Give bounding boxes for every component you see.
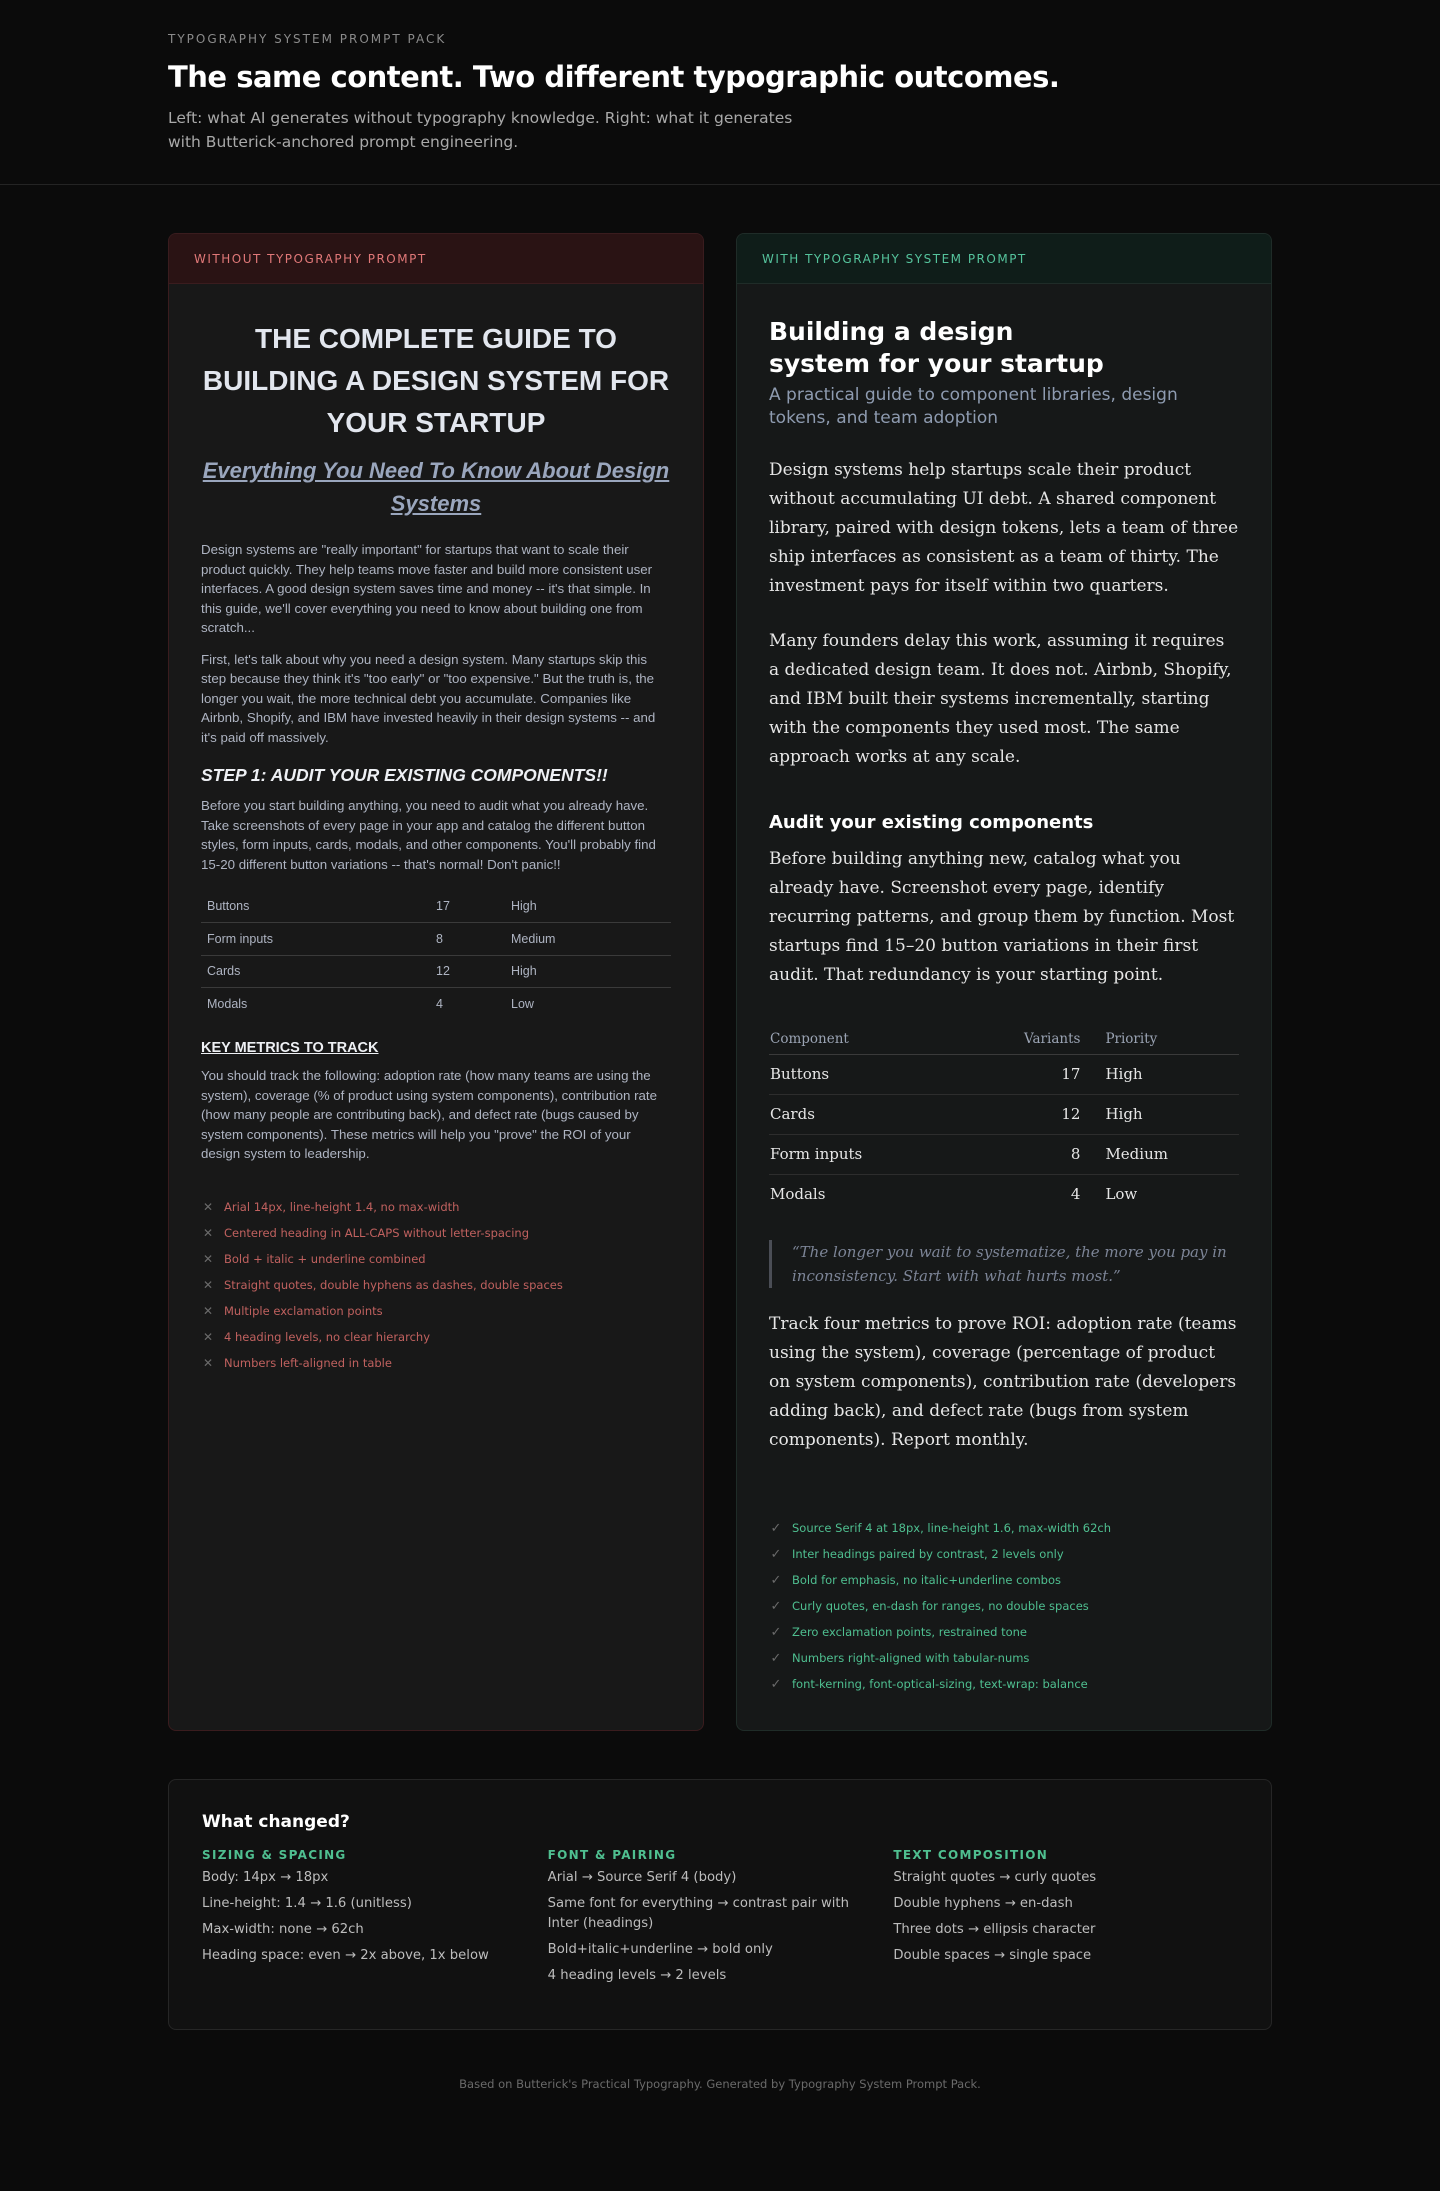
what-changed-title: What changed? bbox=[202, 1812, 350, 1832]
issue-text: 4 heading levels, no clear hierarchy bbox=[224, 1329, 431, 1344]
table-cell: Form inputs bbox=[201, 923, 430, 956]
table-cell: Modals bbox=[770, 1185, 826, 1204]
table-cell: 4 bbox=[1070, 1185, 1081, 1204]
table-cell: 8 bbox=[1023, 1134, 1104, 1174]
issue-text: Centered heading in ALL-CAPS without letter-spacing bbox=[224, 1225, 530, 1240]
changes-column-title: SIZING & SPACING bbox=[202, 1848, 347, 1862]
good-title-line-2: system for your startup bbox=[769, 349, 1104, 378]
good-paragraph-3: Before building anything new, catalog what you already have. Screenshot every page, identify recurring patterns, and group them by function. Most startups find 15–20 button variations in their first audit. That redundancy is your starting point. bbox=[769, 849, 1235, 985]
check-mark-icon: ✓ bbox=[770, 1546, 782, 1562]
table-cell: High bbox=[1104, 1094, 1239, 1134]
table-cell: 8 bbox=[430, 923, 505, 956]
x-mark-icon: ✕ bbox=[202, 1277, 214, 1292]
bad-article-title: THE COMPLETE GUIDE TO BUILDING A DESIGN SYSTEM FOR YOUR STARTUP bbox=[202, 323, 670, 438]
list-item bbox=[201, 1194, 671, 1220]
list-item bbox=[769, 1541, 1239, 1567]
table-header: Component bbox=[769, 1024, 1023, 1054]
table-header-row bbox=[769, 1024, 1239, 1054]
bad-paragraph-1: Design systems are "really important" for startups that want to scale their product quickly. They help teams move faster and build more consistent user interfaces. A good design system saves time and money -- it's that simple. In this guide, we'll cover everything you need to know about building one from scratch... bbox=[201, 542, 653, 635]
changes-column-title: FONT & PAIRING bbox=[547, 1848, 677, 1862]
changes-list bbox=[202, 1868, 548, 1966]
check-mark-icon: ✓ bbox=[770, 1572, 782, 1588]
issue-text: Multiple exclamation points bbox=[224, 1303, 383, 1318]
list-item bbox=[201, 1298, 671, 1324]
check-mark-icon: ✓ bbox=[770, 1598, 782, 1614]
x-mark-icon: ✕ bbox=[202, 1199, 214, 1214]
eyebrow-label: TYPOGRAPHY SYSTEM PROMPT PACK bbox=[168, 32, 447, 46]
table-cell: 12 bbox=[430, 955, 505, 988]
list-item: Heading space: even → 2x above, 1x below bbox=[202, 1948, 489, 1963]
page-header bbox=[0, 0, 1440, 185]
table-cell: Medium bbox=[1104, 1134, 1239, 1174]
list-item: Bold+italic+underline → bold only bbox=[547, 1942, 773, 1957]
list-item bbox=[201, 1324, 671, 1350]
list-item bbox=[201, 1246, 671, 1272]
fix-text: Source Serif 4 at 18px, line-height 1.6, max-width 62ch bbox=[792, 1521, 1112, 1535]
table-row bbox=[769, 1094, 1239, 1134]
check-mark-icon: ✓ bbox=[770, 1650, 782, 1666]
changes-column-title: TEXT COMPOSITION bbox=[893, 1848, 1049, 1862]
issue-text: Straight quotes, double hyphens as dashes, double spaces bbox=[224, 1277, 563, 1292]
table-row bbox=[201, 988, 671, 1021]
table-cell: 17 bbox=[1023, 1054, 1104, 1094]
x-mark-icon: ✕ bbox=[202, 1225, 214, 1240]
fix-list bbox=[769, 1515, 1239, 1697]
list-item bbox=[769, 1619, 1239, 1645]
page-lede: Left: what AI generates without typography knowledge. Right: what it generates with Butterick-anchored prompt engineering. bbox=[168, 109, 793, 151]
list-item bbox=[201, 1272, 671, 1298]
list-item: Body: 14px → 18px bbox=[202, 1870, 329, 1885]
fix-text: Numbers right-aligned with tabular-nums bbox=[792, 1651, 1030, 1665]
table-cell: Buttons bbox=[769, 1054, 1023, 1094]
bad-article-subtitle: Everything You Need To Know About Design Systems bbox=[202, 458, 670, 516]
list-item bbox=[769, 1645, 1239, 1671]
panel-label-without: WITHOUT TYPOGRAPHY PROMPT bbox=[169, 234, 703, 284]
table-cell: High bbox=[1104, 1054, 1239, 1094]
fix-text: Inter headings paired by contrast, 2 levels only bbox=[792, 1547, 1064, 1561]
x-mark-icon: ✕ bbox=[202, 1329, 214, 1344]
table-cell: Modals bbox=[207, 997, 248, 1011]
table-cell: Low bbox=[1105, 1185, 1138, 1204]
list-item: Max-width: none → 62ch bbox=[202, 1922, 364, 1937]
good-title-line-1: Building a design bbox=[769, 317, 1014, 346]
good-component-table bbox=[769, 1024, 1239, 1214]
table-cell: 4 bbox=[436, 997, 443, 1011]
table-row bbox=[769, 1134, 1239, 1174]
check-mark-icon: ✓ bbox=[770, 1624, 782, 1640]
table-cell: Cards bbox=[201, 955, 430, 988]
changes-columns bbox=[202, 1848, 1239, 1992]
pull-quote: “The longer you wait to systematize, the more you pay in inconsistency. Start with what hurts most.” bbox=[769, 1240, 1239, 1288]
x-mark-icon: ✕ bbox=[202, 1303, 214, 1318]
panel-with-prompt bbox=[736, 233, 1272, 1731]
bad-paragraph-2: First, let's talk about why you need a design system. Many startups skip this step because they think it's "too early" or "too expensive." But the truth is, the longer you wait, the more technical debt you accumulate. Companies like Airbnb, Shopify, and IBM have invested heavily in their design systems -- and it's paid off massively. bbox=[201, 651, 656, 745]
list-item bbox=[201, 1350, 671, 1376]
bad-step-heading: STEP 1: AUDIT YOUR EXISTING COMPONENTS!! bbox=[201, 765, 608, 785]
table-cell: Low bbox=[511, 997, 534, 1011]
bad-article bbox=[169, 284, 703, 1376]
check-mark-icon: ✓ bbox=[770, 1676, 782, 1692]
good-paragraph-4: Track four metrics to prove ROI: adoption rate (teams using the system), coverage (percentage of product on system components), contribution rate (developers adding back), and defect rate (bugs from system components). Report monthly. bbox=[769, 1314, 1237, 1450]
page-title: The same content. Two different typographic outcomes. bbox=[168, 60, 1060, 94]
good-article-subtitle: A practical guide to component libraries, design tokens, and team adoption bbox=[769, 385, 1178, 428]
page-footer: Based on Butterick's Practical Typography. Generated by Typography System Prompt Pack. bbox=[459, 2077, 981, 2091]
issue-text: Arial 14px, line-height 1.4, no max-width bbox=[224, 1199, 460, 1214]
list-item: Straight quotes → curly quotes bbox=[893, 1870, 1097, 1885]
comparison-columns bbox=[168, 233, 1272, 1731]
panel-label-with: WITH TYPOGRAPHY SYSTEM PROMPT bbox=[737, 234, 1271, 284]
table-header: Variants bbox=[1023, 1024, 1104, 1054]
changes-column-composition bbox=[893, 1848, 1239, 1992]
list-item: Arial → Source Serif 4 (body) bbox=[547, 1870, 737, 1885]
table-cell: 12 bbox=[1023, 1094, 1104, 1134]
table-cell: Form inputs bbox=[769, 1134, 1023, 1174]
list-item bbox=[769, 1671, 1239, 1697]
good-section-heading: Audit your existing components bbox=[769, 812, 1094, 833]
list-item: Line-height: 1.4 → 1.6 (unitless) bbox=[202, 1896, 412, 1911]
table-row bbox=[201, 923, 671, 956]
list-item: Three dots → ellipsis character bbox=[893, 1922, 1096, 1937]
changes-list bbox=[548, 1868, 894, 1986]
panel-without-prompt bbox=[168, 233, 704, 1731]
list-item bbox=[769, 1515, 1239, 1541]
table-cell: 17 bbox=[430, 890, 505, 923]
changes-column-font bbox=[548, 1848, 894, 1992]
good-article-title bbox=[769, 316, 1239, 380]
what-changed-card bbox=[168, 1779, 1272, 2030]
bad-metrics-heading: KEY METRICS TO TRACK bbox=[201, 1040, 379, 1056]
good-paragraph-1: Design systems help startups scale their product without accumulating UI debt. A shared component library, paired with design tokens, lets a team of three ship interfaces as consistent as a team of thirty. The investment pays for itself within two quarters. bbox=[769, 460, 1239, 596]
list-item bbox=[201, 1220, 671, 1246]
list-item bbox=[769, 1567, 1239, 1593]
fix-text: Curly quotes, en-dash for ranges, no double spaces bbox=[792, 1599, 1089, 1613]
check-mark-icon: ✓ bbox=[770, 1520, 782, 1536]
table-cell: Cards bbox=[769, 1094, 1023, 1134]
x-mark-icon: ✕ bbox=[202, 1355, 214, 1370]
table-cell: High bbox=[505, 890, 671, 923]
table-row bbox=[769, 1054, 1239, 1094]
table-cell: Medium bbox=[505, 923, 671, 956]
issue-list bbox=[201, 1194, 671, 1376]
list-item: Double spaces → single space bbox=[893, 1948, 1092, 1963]
changes-column-sizing bbox=[202, 1848, 548, 1992]
bad-component-table bbox=[201, 890, 671, 1020]
list-item bbox=[769, 1593, 1239, 1619]
table-cell: Buttons bbox=[201, 890, 430, 923]
fix-text: font-kerning, font-optical-sizing, text-wrap: balance bbox=[792, 1677, 1088, 1691]
table-row bbox=[201, 890, 671, 923]
table-header: Priority bbox=[1104, 1024, 1239, 1054]
fix-text: Bold for emphasis, no italic+underline combos bbox=[792, 1573, 1062, 1587]
list-item: Same font for everything → contrast pair with Inter (headings) bbox=[547, 1896, 849, 1931]
list-item: Double hyphens → en-dash bbox=[893, 1896, 1073, 1911]
issue-text: Bold + italic + underline combined bbox=[224, 1251, 426, 1266]
list-item: 4 heading levels → 2 levels bbox=[547, 1968, 727, 1983]
bad-paragraph-3: Before you start building anything, you need to audit what you already have. Take screenshots of every page in your app and catalog the different button styles, form inputs, cards, modals, and other components. You'll probably find 15-20 different button variations -- that's normal! Don't panic!! bbox=[201, 798, 656, 872]
changes-list bbox=[893, 1868, 1239, 1966]
good-paragraph-2: Many founders delay this work, assuming it requires a dedicated design team. It does not. Airbnb, Shopify, and IBM built their systems incrementally, starting with the components they used most. The same approach works at any scale. bbox=[769, 631, 1232, 767]
fix-text: Zero exclamation points, restrained tone bbox=[792, 1625, 1027, 1639]
bad-paragraph-4: You should track the following: adoption rate (how many teams are using the system), coverage (% of product using system components), contribution rate (how many people are contributing back), and defect rate (bugs caused by system components). These metrics will help you "prove" the ROI of your design system to leadership. bbox=[201, 1068, 657, 1161]
table-row bbox=[769, 1174, 1239, 1214]
x-mark-icon: ✕ bbox=[202, 1251, 214, 1266]
table-cell: High bbox=[505, 955, 671, 988]
issue-text: Numbers left-aligned in table bbox=[224, 1355, 392, 1370]
table-row bbox=[201, 955, 671, 988]
good-article bbox=[737, 284, 1271, 1697]
